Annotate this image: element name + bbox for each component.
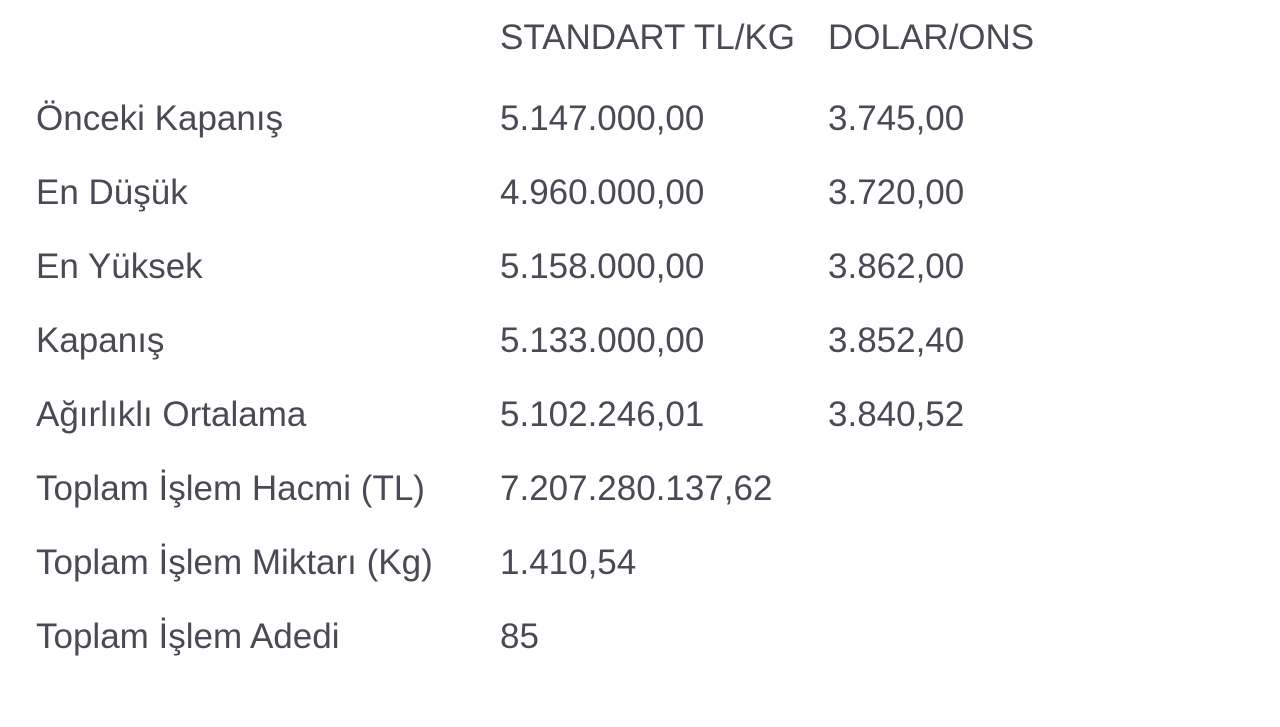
row-value-standart: 5.133.000,00 (500, 321, 705, 360)
row-label: Kapanış (36, 321, 165, 360)
row-value-standart: 5.158.000,00 (500, 247, 705, 286)
row-value-standart: 1.410,54 (500, 543, 637, 582)
row-label: Ağırlıklı Ortalama (36, 395, 307, 434)
table-row (0, 82, 1280, 156)
row-value-dolar: 3.852,40 (828, 321, 965, 360)
row-value-dolar (820, 452, 1280, 526)
row-value-dolar: 3.720,00 (828, 173, 965, 212)
row-value-dolar: 3.862,00 (828, 247, 965, 286)
row-value-dolar (820, 600, 1280, 674)
row-label: Toplam İşlem Hacmi (TL) (36, 469, 425, 508)
table-row (0, 378, 1280, 452)
row-value-standart: 85 (500, 617, 539, 656)
row-label: Toplam İşlem Adedi (36, 617, 340, 656)
row-value-standart: 4.960.000,00 (500, 173, 705, 212)
row-value-standart: 5.147.000,00 (500, 99, 705, 138)
table-row (0, 526, 1280, 600)
row-label: Önceki Kapanış (36, 99, 284, 138)
row-value-dolar: 3.840,52 (828, 395, 965, 434)
column-header-standart: STANDART TL/KG (500, 18, 795, 57)
table-row (0, 156, 1280, 230)
column-header-dolar: DOLAR/ONS (828, 18, 1035, 57)
row-value-standart: 5.102.246,01 (500, 395, 705, 434)
row-label: En Düşük (36, 173, 188, 212)
row-value-dolar: 3.745,00 (828, 99, 965, 138)
table-body (0, 82, 1280, 674)
row-label: Toplam İşlem Miktarı (Kg) (36, 543, 433, 582)
table-header-row (0, 0, 1280, 82)
table-row (0, 304, 1280, 378)
table-row (0, 600, 1280, 674)
table-row (0, 230, 1280, 304)
row-value-dolar (820, 526, 1280, 600)
row-value-standart: 7.207.280.137,62 (500, 469, 773, 508)
table-header (0, 0, 1280, 82)
table-row (0, 452, 1280, 526)
column-header-label (0, 0, 500, 82)
row-label: En Yüksek (36, 247, 203, 286)
